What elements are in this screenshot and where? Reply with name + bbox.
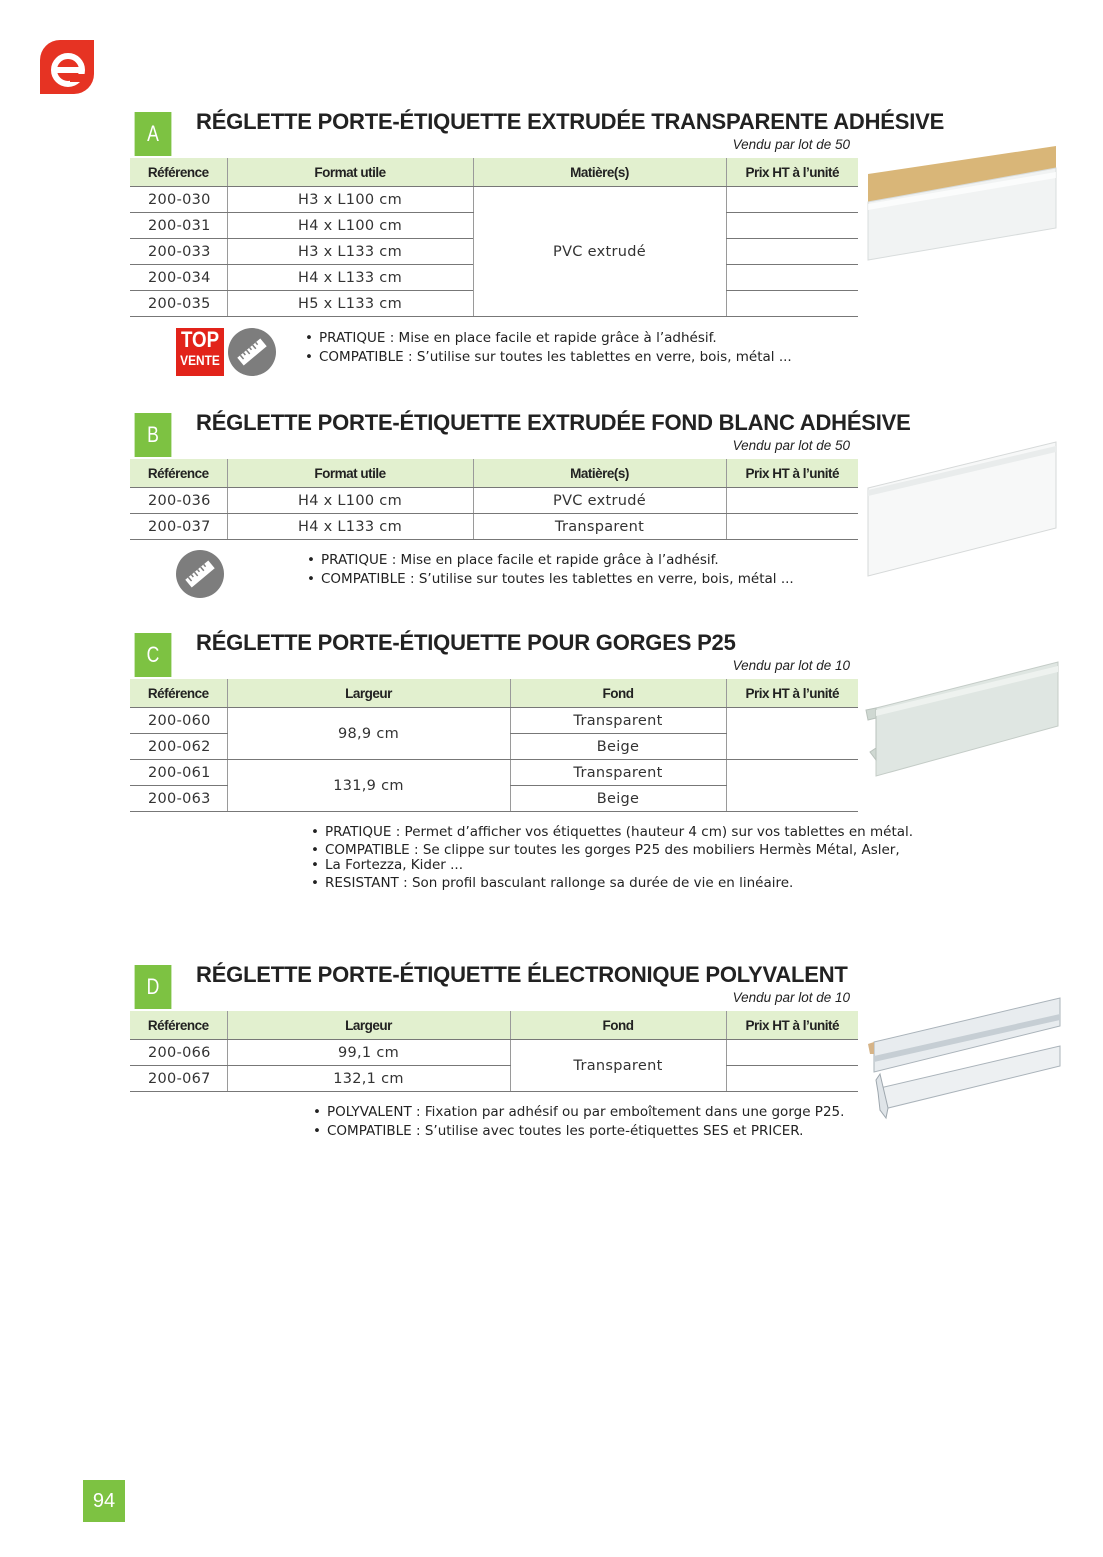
column-header: Fond (510, 679, 726, 708)
format-cell: H3 x L100 cm (227, 187, 473, 213)
feature-item: • COMPATIBLE : S’utilise avec toutes les porte-étiquettes SES et PRICER. (313, 1122, 844, 1141)
feature-item: • RESISTANT : Son profil basculant rallonge sa durée de vie en linéaire. (311, 875, 913, 893)
product-image-d (866, 996, 1062, 1124)
price-cell (726, 760, 858, 812)
column-header: Prix HT à l’unité (726, 158, 858, 187)
column-header: Format utile (227, 158, 473, 187)
price-cell (726, 265, 858, 291)
price-cell (726, 187, 858, 213)
reference-cell: 200-067 (130, 1066, 227, 1092)
column-header: Référence (130, 158, 227, 187)
width-cell: 99,1 cm (227, 1040, 510, 1066)
reference-cell: 200-066 (130, 1040, 227, 1066)
width-cell: 131,9 cm (227, 760, 510, 812)
price-cell (726, 1040, 858, 1066)
reference-cell: 200-033 (130, 239, 227, 265)
product-image-c (862, 660, 1060, 792)
column-header: Prix HT à l’unité (726, 459, 858, 488)
section-letter: D (135, 965, 172, 1009)
section-letter: A (135, 112, 172, 156)
reference-cell: 200-031 (130, 213, 227, 239)
format-cell: H4 x L100 cm (227, 213, 473, 239)
reference-cell: 200-035 (130, 291, 227, 317)
section-title: RÉGLETTE PORTE-ÉTIQUETTE ÉLECTRONIQUE POLYVALENT (196, 962, 848, 987)
lot-info: Vendu par lot de 10 (732, 658, 850, 673)
feature-item: • PRATIQUE : Permet d’afficher vos étiquettes (hauteur 4 cm) sur vos tablettes en métal. (311, 824, 913, 842)
column-header: Référence (130, 679, 227, 708)
price-cell (726, 1066, 858, 1092)
feature-continuation-text: La Fortezza, Kider ... (325, 857, 463, 873)
width-cell: 132,1 cm (227, 1066, 510, 1092)
feature-item: • POLYVALENT : Fixation par adhésif ou par emboîtement dans une gorge P25. (313, 1103, 844, 1122)
section-letter: C (135, 633, 172, 677)
badge-line-2: VENTE (180, 352, 220, 368)
table-row (130, 488, 858, 514)
top-vente-badge (176, 328, 224, 376)
fond-cell: Transparent (510, 760, 726, 786)
price-cell (726, 239, 858, 265)
column-header: Format utile (227, 459, 473, 488)
product-image-b (866, 440, 1060, 578)
feature-item: • COMPATIBLE : Se clippe sur toutes les gorges P25 des mobiliers Hermès Métal, Asler, (311, 842, 913, 860)
section-title: RÉGLETTE PORTE-ÉTIQUETTE EXTRUDÉE TRANSPARENTE ADHÉSIVE (196, 109, 945, 134)
format-cell: H4 x L100 cm (227, 488, 473, 514)
fond-cell: Transparent (510, 1040, 726, 1092)
table-row (130, 760, 858, 786)
column-header: Prix HT à l’unité (726, 1011, 858, 1040)
price-cell (726, 514, 858, 540)
format-cell: H4 x L133 cm (227, 265, 473, 291)
e-logo-icon (40, 40, 94, 94)
lot-info: Vendu par lot de 10 (732, 990, 850, 1005)
feature-item: • COMPATIBLE : S’utilise sur toutes les tablettes en verre, bois, métal ... (307, 570, 794, 589)
product-table (130, 158, 858, 317)
feature-item: • PRATIQUE : Mise en place facile et rapide grâce à l’adhésif. (307, 551, 794, 570)
ruler-icon (228, 328, 276, 376)
feature-item-continuation (311, 857, 913, 875)
table-row (130, 1066, 858, 1092)
reference-cell: 200-036 (130, 488, 227, 514)
material-cell: PVC extrudé (473, 187, 726, 317)
brand-logo (40, 40, 94, 94)
product-image-a (866, 144, 1060, 262)
material-cell: PVC extrudé (473, 488, 726, 514)
column-header: Largeur (227, 679, 510, 708)
table-header-row (130, 158, 858, 187)
section-letter: B (135, 413, 172, 457)
format-cell: H3 x L133 cm (227, 239, 473, 265)
product-table (130, 459, 858, 540)
column-header: Matière(s) (473, 459, 726, 488)
column-header: Largeur (227, 1011, 510, 1040)
width-cell: 98,9 cm (227, 708, 510, 760)
product-table (130, 1011, 858, 1092)
feature-item: • COMPATIBLE : S’utilise sur toutes les tablettes en verre, bois, métal ... (305, 348, 792, 367)
table-row (130, 187, 858, 213)
format-cell: H4 x L133 cm (227, 514, 473, 540)
fond-cell: Transparent (510, 708, 726, 734)
section-title: RÉGLETTE PORTE-ÉTIQUETTE EXTRUDÉE FOND BLANC ADHÉSIVE (196, 410, 911, 435)
price-cell (726, 708, 858, 760)
badge-line-1: TOP (180, 327, 220, 352)
column-header: Fond (510, 1011, 726, 1040)
reference-cell: 200-030 (130, 187, 227, 213)
table-row (130, 708, 858, 734)
price-cell (726, 213, 858, 239)
price-cell (726, 291, 858, 317)
price-cell (726, 488, 858, 514)
feature-list (311, 824, 913, 892)
table-header-row (130, 459, 858, 488)
format-cell: H5 x L133 cm (227, 291, 473, 317)
fond-cell: Beige (510, 734, 726, 760)
column-header: Matière(s) (473, 158, 726, 187)
column-header: Prix HT à l’unité (726, 679, 858, 708)
page-number: 94 (83, 1480, 125, 1522)
reference-cell: 200-062 (130, 734, 227, 760)
lot-info: Vendu par lot de 50 (732, 137, 850, 152)
reference-cell: 200-060 (130, 708, 227, 734)
feature-list (307, 551, 794, 589)
feature-list (313, 1103, 844, 1141)
lot-info: Vendu par lot de 50 (732, 438, 850, 453)
table-header-row (130, 1011, 858, 1040)
feature-item: • PRATIQUE : Mise en place facile et rapide grâce à l’adhésif. (305, 329, 792, 348)
ruler-icon (176, 550, 224, 598)
table-row (130, 1040, 858, 1066)
material-cell: Transparent (473, 514, 726, 540)
reference-cell: 200-061 (130, 760, 227, 786)
reference-cell: 200-063 (130, 786, 227, 812)
column-header: Référence (130, 1011, 227, 1040)
product-table (130, 679, 858, 812)
table-row (130, 514, 858, 540)
table-header-row (130, 679, 858, 708)
column-header: Référence (130, 459, 227, 488)
reference-cell: 200-037 (130, 514, 227, 540)
fond-cell: Beige (510, 786, 726, 812)
section-title: RÉGLETTE PORTE-ÉTIQUETTE POUR GORGES P25 (196, 630, 736, 655)
feature-list (305, 329, 792, 367)
reference-cell: 200-034 (130, 265, 227, 291)
